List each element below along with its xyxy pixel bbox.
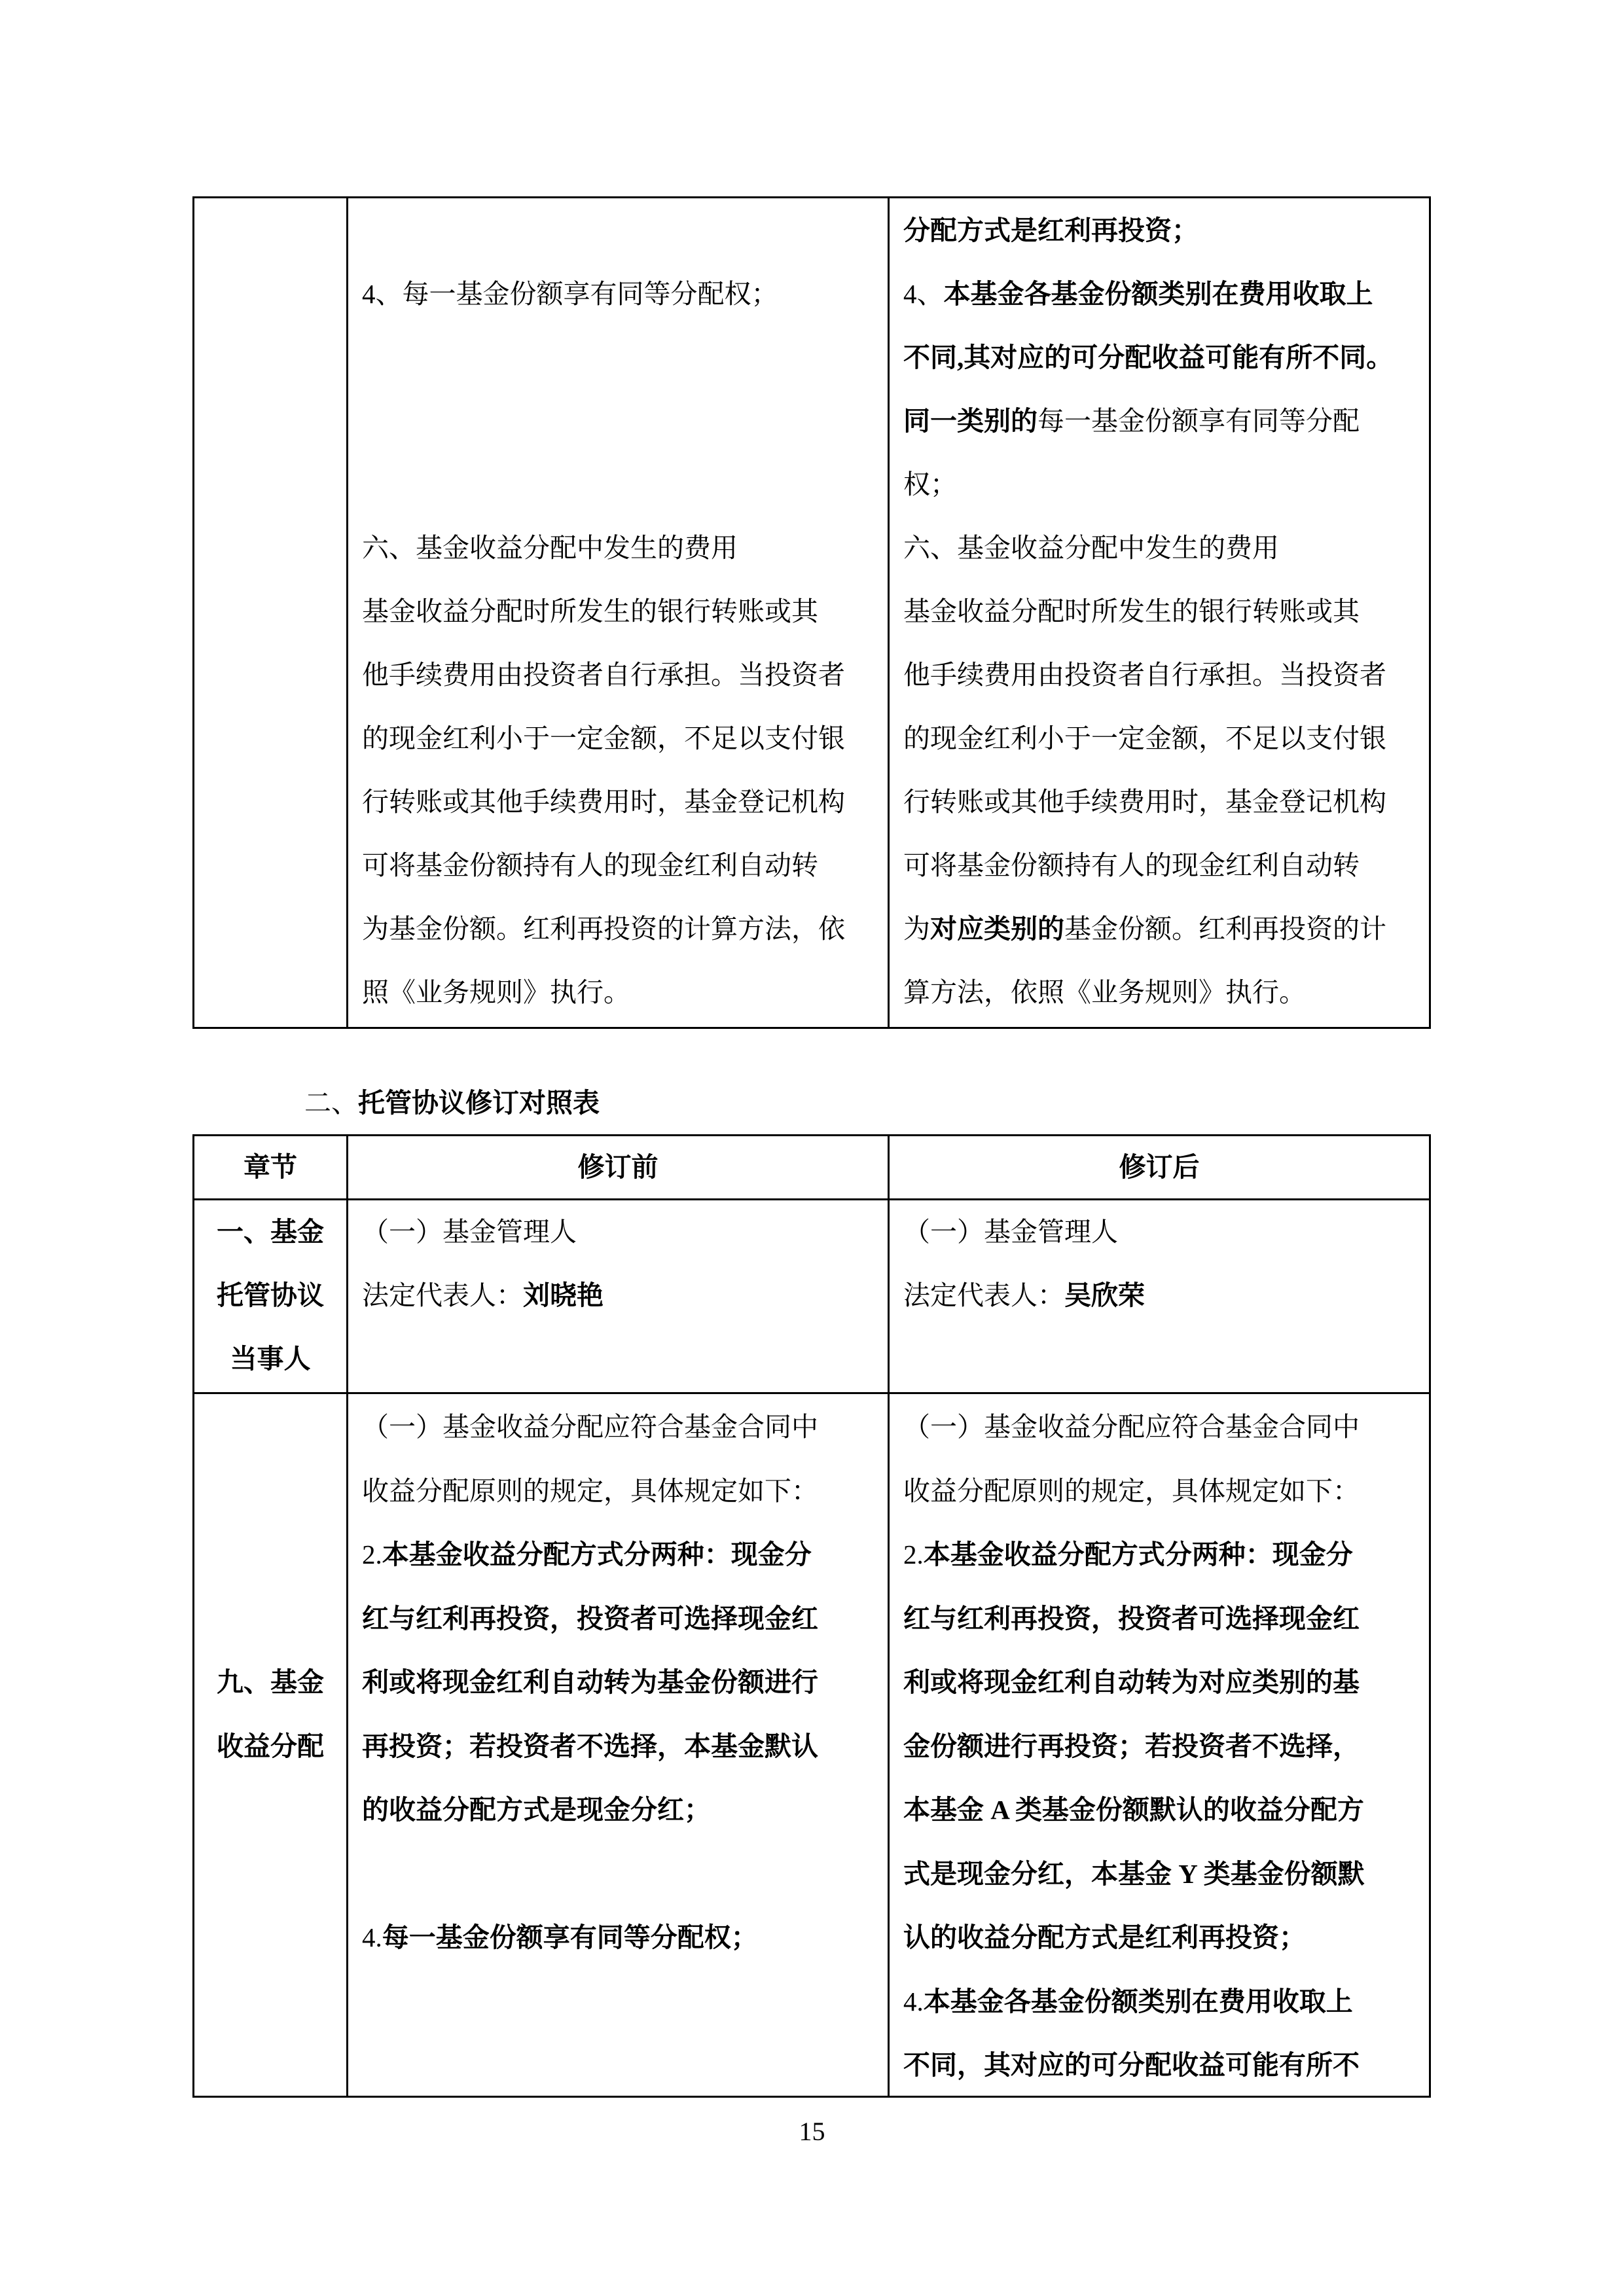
cell-text-line — [903, 1410, 1360, 1443]
cell-text-line — [194, 1215, 346, 1248]
section-heading — [304, 1086, 600, 1119]
cell-text-line — [903, 1793, 1364, 1826]
text: 照《业务规则》执行。 — [362, 977, 630, 1007]
bold-text: 刘晓艳 — [523, 1280, 604, 1310]
bold-text: 利或将现金红利自动转为对应类别的基 — [903, 1667, 1360, 1697]
cell-text-line — [362, 1793, 711, 1826]
bold-text: 红与红利再投资，投资者可选择现金红 — [362, 1603, 818, 1634]
text: 他手续费用由投资者自行承担。当投资者 — [362, 660, 845, 690]
bold-text: 再投资；若投资者不选择，本基金默认 — [362, 1731, 818, 1761]
bold-text: 本基金各基金份额类别在费用收取上 — [923, 1986, 1353, 2017]
cell-text-line — [903, 1666, 1360, 1698]
bold-text: 当事人 — [230, 1344, 311, 1374]
cell-text-line — [362, 1730, 818, 1763]
bold-text: 本基金收益分配方式分两种：现金分 — [923, 1539, 1353, 1570]
text: 4、每一基金份额享有同等分配权； — [362, 279, 778, 309]
cell-text-line — [903, 912, 1386, 945]
cell-text-line — [903, 404, 1360, 437]
cell-text-line — [903, 531, 1279, 564]
text: 2. — [362, 1539, 382, 1570]
text: 六、基金收益分配中发生的费用 — [362, 533, 738, 563]
text: 法定代表人： — [903, 1280, 1064, 1310]
cell-text-line — [903, 785, 1386, 818]
text: 可将基金份额持有人的现金红利自动转 — [362, 850, 818, 880]
cell-text-line — [903, 976, 1306, 1009]
text: （一）基金管理人 — [903, 1217, 1118, 1247]
cell-text-line — [362, 1475, 818, 1507]
text: 为基金份额。红利再投资的计算方法，依 — [362, 914, 845, 944]
bold-text: 每一基金份额享有同等分配权； — [382, 1922, 758, 1952]
text: 法定代表人： — [362, 1280, 523, 1310]
text: 的现金红利小于一定金额，不足以支付银 — [903, 723, 1386, 753]
bold-text: 分配方式是红利再投资； — [903, 215, 1199, 245]
cell-text-line — [362, 278, 778, 310]
cell-text-line — [903, 214, 1199, 247]
text: 4. — [903, 1986, 924, 2017]
bold-text: 九、基金 — [217, 1667, 324, 1697]
bold-text: 本基金收益分配方式分两种：现金分 — [382, 1539, 812, 1570]
bold-text: 托管协议 — [217, 1280, 324, 1310]
cell-text-line — [194, 1342, 346, 1375]
cell-text-line — [362, 722, 845, 755]
bold-text: 对应类别的 — [930, 914, 1064, 944]
cell-text-line — [362, 1410, 818, 1443]
cell-text-line — [903, 1538, 1353, 1571]
cell-text-line — [903, 1602, 1360, 1635]
cell-text-line — [362, 531, 738, 564]
text: 4、 — [903, 279, 944, 309]
cell-text-line — [194, 1730, 346, 1763]
cell-text-line — [903, 1215, 1118, 1248]
bold-text: 式是现金分红，本基金 Y 类基金份额默 — [903, 1858, 1365, 1889]
bold-text: 本基金 A 类基金份额默认的收益分配方 — [903, 1795, 1364, 1825]
cell-text-line — [362, 849, 818, 882]
cell-text-line — [903, 278, 1373, 310]
bold-text: 利或将现金红利自动转为基金份额进行 — [362, 1667, 818, 1697]
cell-text-line — [903, 658, 1386, 691]
section-heading-prefix: 二、 — [304, 1088, 358, 1118]
page-number: 15 — [799, 2117, 825, 2146]
text: 2. — [903, 1539, 924, 1570]
cell-text-line — [362, 1538, 812, 1571]
cell-text-line — [903, 1475, 1360, 1507]
cell-text-line — [362, 912, 845, 945]
cell-text-line — [194, 1666, 346, 1698]
text: （一）基金收益分配应符合基金合同中 — [903, 1412, 1360, 1442]
cell-text-line — [903, 1985, 1353, 2018]
cell-text-line — [362, 1602, 818, 1635]
bold-text: 一、基金 — [217, 1217, 324, 1247]
text: 每一基金份额享有同等分配 — [1038, 406, 1360, 436]
cell-text-line — [903, 1921, 1306, 1954]
bold-text: 红与红利再投资，投资者可选择现金红 — [903, 1603, 1360, 1634]
cell-text-line — [362, 595, 818, 628]
cell-text-line — [903, 468, 957, 501]
text: 基金收益分配时所发生的银行转账或其 — [903, 596, 1360, 626]
cell-text-line — [362, 785, 845, 818]
cell-text-line — [362, 1215, 577, 1248]
text: （一）基金收益分配应符合基金合同中 — [362, 1412, 818, 1442]
table1-column-divider — [888, 196, 890, 1029]
text: 他手续费用由投资者自行承担。当投资者 — [903, 660, 1386, 690]
cell-text-line — [903, 722, 1386, 755]
cell-text-line — [362, 1921, 758, 1954]
text: 收益分配原则的规定，具体规定如下： — [903, 1475, 1360, 1506]
table2-header-divider — [192, 1198, 1431, 1200]
text: 基金份额。红利再投资的计 — [1064, 914, 1386, 944]
bold-text: 收益分配 — [217, 1731, 324, 1761]
text: 行转账或其他手续费用时，基金登记机构 — [362, 787, 845, 817]
text: 可将基金份额持有人的现金红利自动转 — [903, 850, 1360, 880]
text: （一）基金管理人 — [362, 1217, 577, 1247]
text: 收益分配原则的规定，具体规定如下： — [362, 1475, 818, 1506]
text: 六、基金收益分配中发生的费用 — [903, 533, 1279, 563]
cell-text-line — [362, 1279, 604, 1312]
section-heading-title: 托管协议修订对照表 — [358, 1088, 600, 1118]
bold-text: 本基金各基金份额类别在费用收取上 — [943, 279, 1373, 309]
text: 基金收益分配时所发生的银行转账或其 — [362, 596, 818, 626]
bold-text: 吴欣荣 — [1064, 1280, 1145, 1310]
cell-text-line — [194, 1279, 346, 1312]
bold-text: 不同，其对应的可分配收益可能有所不 — [903, 2050, 1360, 2080]
table2-column-divider — [346, 1134, 348, 2098]
cell-text-line — [362, 658, 845, 691]
bold-text: 不同,其对应的可分配收益可能有所不同。 — [903, 342, 1394, 372]
table1-column-divider — [346, 196, 348, 1029]
cell-text-line — [903, 2049, 1360, 2081]
bold-text: 同一类别的 — [903, 406, 1038, 436]
bold-text: 的收益分配方式是现金分红； — [362, 1795, 711, 1825]
cell-text-line — [903, 341, 1393, 374]
bold-text: 金份额进行再投资；若投资者不选择， — [903, 1731, 1360, 1761]
header-before: 修订前 — [577, 1152, 659, 1182]
text: 为 — [903, 914, 930, 944]
header-chapter: 章节 — [244, 1152, 297, 1182]
text: 算方法，依照《业务规则》执行。 — [903, 977, 1306, 1007]
text: 的现金红利小于一定金额，不足以支付银 — [362, 723, 845, 753]
header-after: 修订后 — [1119, 1152, 1200, 1182]
cell-text-line — [362, 1666, 818, 1698]
cell-text-line — [903, 849, 1360, 882]
cell-text-line — [903, 1279, 1145, 1312]
table2-column-divider — [888, 1134, 890, 2098]
text: 4. — [362, 1922, 382, 1952]
bold-text: 认的收益分配方式是红利再投资； — [903, 1922, 1306, 1952]
cell-text-line — [903, 1730, 1360, 1763]
text: 权； — [903, 469, 957, 499]
text: 行转账或其他手续费用时，基金登记机构 — [903, 787, 1386, 817]
cell-text-line — [903, 595, 1360, 628]
cell-text-line — [903, 1857, 1365, 1890]
table2-row-divider — [192, 1392, 1431, 1394]
cell-text-line — [362, 976, 630, 1009]
